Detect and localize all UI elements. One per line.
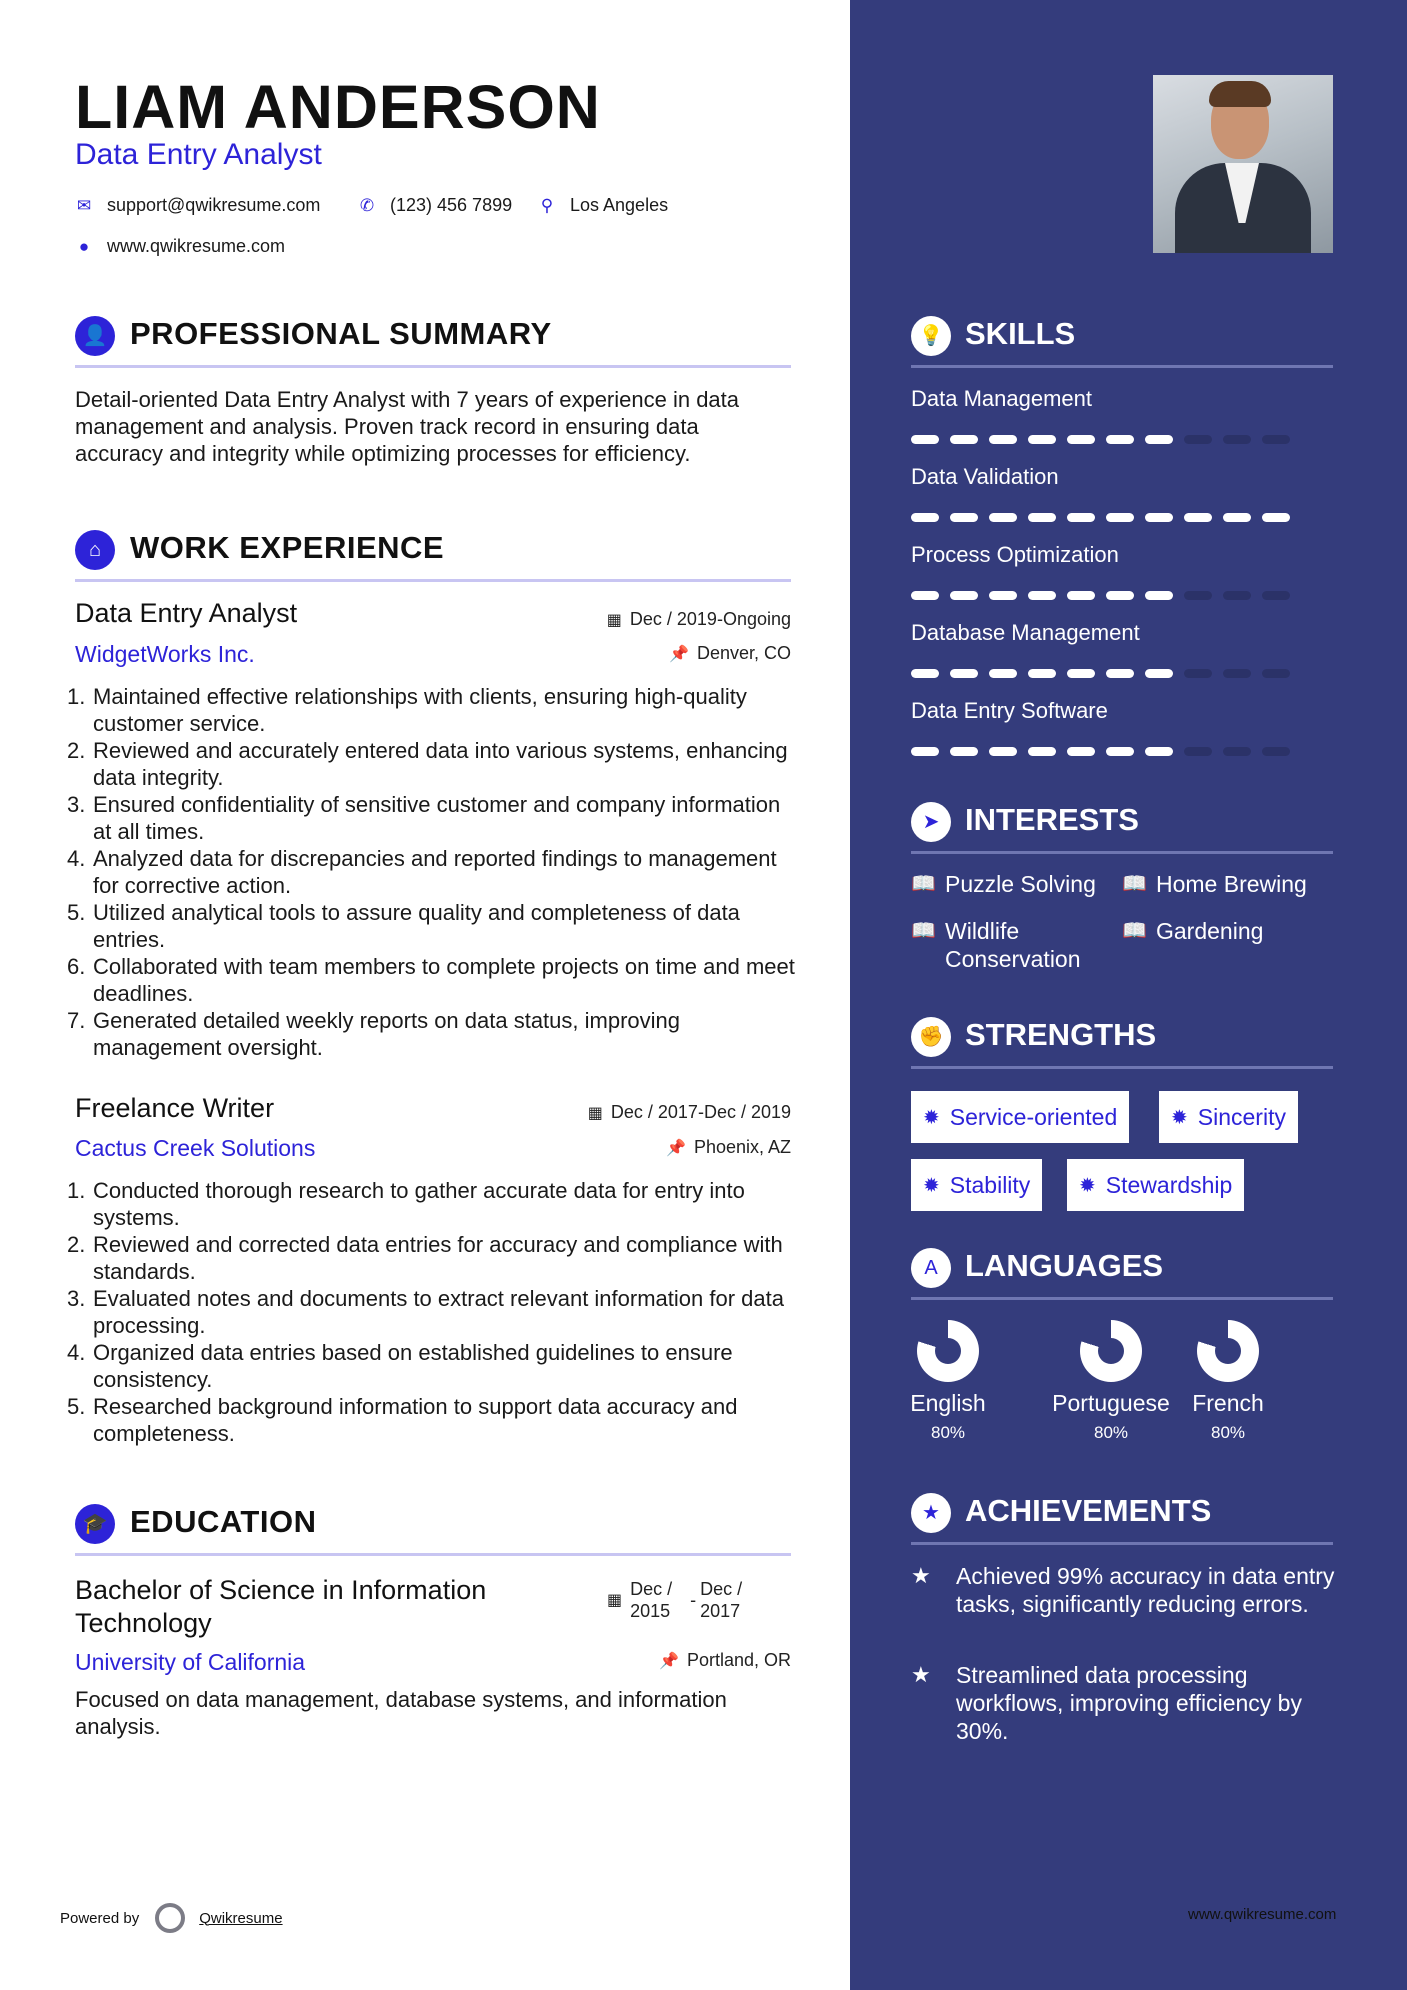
skill-dot bbox=[1262, 513, 1290, 522]
contact-phone[interactable] bbox=[358, 195, 512, 216]
interest-label: Gardening bbox=[1156, 918, 1264, 944]
job-company: Cactus Creek Solutions bbox=[75, 1135, 316, 1161]
education-start: Dec / 2015 bbox=[630, 1579, 673, 1621]
skill-dot bbox=[1067, 513, 1095, 522]
summary-heading bbox=[75, 312, 791, 368]
email-text: support@qwikresume.com bbox=[107, 195, 321, 215]
skill-dot bbox=[1067, 591, 1095, 600]
list-number: 2. bbox=[67, 738, 86, 763]
job-bullets bbox=[67, 1177, 795, 1447]
strength-label: Stability bbox=[949, 1171, 1031, 1198]
languages-title: LANGUAGES bbox=[965, 1248, 1164, 1283]
job-dates bbox=[588, 1102, 791, 1123]
star-icon: ★ bbox=[911, 1493, 951, 1533]
skill-dot bbox=[950, 513, 978, 522]
job-dates-text: Dec / 2017-Dec / 2019 bbox=[610, 1102, 791, 1122]
strength-tag bbox=[1067, 1159, 1244, 1211]
list-number: 5. bbox=[67, 900, 86, 925]
contact-website[interactable] bbox=[75, 236, 285, 257]
strengths-title: STRENGTHS bbox=[965, 1017, 1157, 1052]
list-text: Organized data entries based on established guidelines to ensure consistency. bbox=[93, 1340, 733, 1392]
skill-name: Data Management bbox=[911, 386, 1092, 411]
phone-icon: ✆ bbox=[359, 195, 375, 215]
list-number: 2. bbox=[67, 1232, 86, 1257]
skill-dot bbox=[1262, 669, 1290, 678]
list-number: 3. bbox=[67, 1286, 86, 1311]
list-number: 1. bbox=[67, 1178, 86, 1203]
achievement-item bbox=[911, 1562, 1336, 1618]
job-location bbox=[669, 643, 791, 664]
skill-dot bbox=[1145, 591, 1173, 600]
job-location-text: Denver, CO bbox=[696, 643, 791, 663]
strength-tag bbox=[911, 1091, 1129, 1143]
list-text: Evaluated notes and documents to extract relevant information for data processing. bbox=[93, 1286, 784, 1338]
skill-dot bbox=[1184, 669, 1212, 678]
footer-powered bbox=[60, 1903, 283, 1933]
calendar-icon: ▦ bbox=[607, 1592, 623, 1609]
achievements-title: ACHIEVEMENTS bbox=[965, 1493, 1212, 1528]
skill-dot bbox=[950, 435, 978, 444]
shooting-star-icon: ★ bbox=[911, 1563, 931, 1588]
book-icon: 📖 bbox=[911, 873, 936, 895]
language-name: English bbox=[910, 1390, 986, 1416]
list-number: 4. bbox=[67, 846, 86, 871]
list-item bbox=[67, 1177, 795, 1231]
skill-meter bbox=[911, 435, 1301, 444]
skill-dot bbox=[1106, 513, 1134, 522]
education-description: Focused on data management, database systems, and information analysis. bbox=[75, 1687, 727, 1739]
language-percent: 80% bbox=[1210, 1423, 1246, 1442]
skill-dot bbox=[1223, 747, 1251, 756]
interest-label: Puzzle Solving bbox=[945, 871, 1096, 897]
summary-title: PROFESSIONAL SUMMARY bbox=[130, 316, 552, 351]
list-text: Maintained effective relationships with clients, ensuring high-quality customer service. bbox=[93, 684, 747, 736]
list-item bbox=[67, 899, 795, 953]
skill-meter bbox=[911, 591, 1301, 600]
pin-icon: 📌 bbox=[666, 1139, 686, 1157]
candidate-name: LIAM ANDERSON bbox=[75, 73, 601, 141]
experience-title: WORK EXPERIENCE bbox=[130, 530, 445, 565]
language-percent: 80% bbox=[930, 1423, 966, 1442]
contact-email[interactable] bbox=[75, 195, 320, 216]
education-end: Dec / 2017 bbox=[700, 1579, 743, 1621]
job-bullets bbox=[67, 683, 795, 1061]
qwikresume-logo-icon bbox=[155, 1903, 185, 1933]
book-icon: 📖 bbox=[1122, 873, 1147, 895]
list-text: Generated detailed weekly reports on data status, improving management oversight. bbox=[93, 1008, 680, 1060]
skill-dot bbox=[1184, 591, 1212, 600]
list-text: Reviewed and corrected data entries for accuracy and compliance with standards. bbox=[93, 1232, 783, 1284]
job-location-text: Phoenix, AZ bbox=[693, 1137, 791, 1157]
education-location-text: Portland, OR bbox=[686, 1650, 791, 1670]
strength-tag bbox=[911, 1159, 1042, 1211]
skill-dot bbox=[950, 591, 978, 600]
language-icon: A bbox=[911, 1248, 951, 1288]
list-item bbox=[67, 1393, 795, 1447]
skill-dot bbox=[1145, 747, 1173, 756]
skill-dot bbox=[1223, 513, 1251, 522]
skill-dot bbox=[1028, 435, 1056, 444]
skill-dot bbox=[1106, 435, 1134, 444]
interest-label: Home Brewing bbox=[1156, 871, 1307, 897]
skill-dot bbox=[1184, 513, 1212, 522]
phone-text: (123) 456 7899 bbox=[390, 195, 513, 215]
list-text: Collaborated with team members to complete projects on time and meet deadlines. bbox=[93, 954, 795, 1006]
list-number: 3. bbox=[67, 792, 86, 817]
interests-title: INTERESTS bbox=[965, 802, 1139, 837]
lightbulb-icon: 💡 bbox=[911, 316, 951, 356]
skill-dot bbox=[1028, 669, 1056, 678]
skill-dot bbox=[1145, 513, 1173, 522]
shooting-star-icon: ★ bbox=[911, 1662, 931, 1687]
candidate-role: Data Entry Analyst bbox=[75, 138, 322, 171]
list-item bbox=[67, 1231, 795, 1285]
skill-dot bbox=[1184, 435, 1212, 444]
education-heading bbox=[75, 1500, 791, 1556]
skill-dot bbox=[1028, 747, 1056, 756]
paper-plane-icon: ➤ bbox=[911, 802, 951, 842]
skill-dot bbox=[1028, 591, 1056, 600]
education-title: EDUCATION bbox=[130, 1504, 317, 1539]
skill-meter bbox=[911, 669, 1301, 678]
skill-meter bbox=[911, 747, 1301, 756]
person-icon: 👤 bbox=[75, 316, 115, 356]
language-percent: 80% bbox=[1093, 1423, 1129, 1442]
list-number: 4. bbox=[67, 1340, 86, 1365]
skill-meter bbox=[911, 513, 1301, 522]
map-pin-icon: ⚲ bbox=[540, 195, 554, 215]
skill-dot bbox=[950, 669, 978, 678]
skill-name: Database Management bbox=[911, 620, 1140, 645]
list-item bbox=[67, 1339, 795, 1393]
languages-heading bbox=[911, 1244, 1333, 1300]
skill-dot bbox=[911, 513, 939, 522]
skill-dot bbox=[1106, 591, 1134, 600]
skill-name: Data Entry Software bbox=[911, 698, 1108, 723]
skill-dot bbox=[989, 747, 1017, 756]
profile-photo bbox=[1153, 75, 1333, 253]
graduate-icon: 🎓 bbox=[75, 1504, 115, 1544]
job-dates-text: Dec / 2019-Ongoing bbox=[629, 609, 791, 629]
skill-dot bbox=[1145, 669, 1173, 678]
list-number: 7. bbox=[67, 1008, 86, 1033]
list-item bbox=[67, 683, 795, 737]
skill-dot bbox=[989, 435, 1017, 444]
interest-item bbox=[1122, 917, 1263, 945]
list-number: 6. bbox=[67, 954, 86, 979]
skills-title: SKILLS bbox=[965, 316, 1076, 351]
badge-icon: ✹ bbox=[1079, 1174, 1096, 1197]
list-item bbox=[67, 1007, 795, 1061]
skill-dot bbox=[911, 669, 939, 678]
school: University of California bbox=[75, 1649, 306, 1675]
skill-name: Data Validation bbox=[911, 464, 1059, 489]
powered-by-text: Powered by bbox=[60, 1909, 140, 1927]
list-number: 5. bbox=[67, 1394, 86, 1419]
calendar-icon: ▦ bbox=[587, 1104, 603, 1122]
skill-name: Process Optimization bbox=[911, 542, 1119, 567]
education-location bbox=[659, 1650, 791, 1671]
skill-dot bbox=[911, 435, 939, 444]
summary-text: Detail-oriented Data Entry Analyst with 7 years of experience in data management and analysis. Proven track record in ensuring data accuracy and integrity while optimizing processes for efficiency. bbox=[75, 387, 740, 466]
date-separator: - bbox=[690, 1590, 697, 1610]
badge-icon: ✹ bbox=[923, 1174, 940, 1197]
strength-label: Sincerity bbox=[1197, 1103, 1286, 1130]
envelope-icon: ✉ bbox=[76, 195, 92, 215]
skill-dot bbox=[1067, 747, 1095, 756]
list-text: Reviewed and accurately entered data into various systems, enhancing data integrity. bbox=[93, 738, 788, 790]
list-text: Researched background information to support data accuracy and completeness. bbox=[93, 1394, 738, 1446]
skill-dot bbox=[1067, 435, 1095, 444]
pin-icon: 📌 bbox=[659, 1652, 679, 1670]
achievements-heading bbox=[911, 1489, 1333, 1545]
skill-dot bbox=[1184, 747, 1212, 756]
interests-heading bbox=[911, 798, 1333, 854]
language-name: French bbox=[1192, 1390, 1264, 1416]
language-ring bbox=[1080, 1320, 1142, 1382]
location-text: Los Angeles bbox=[570, 195, 669, 215]
skill-dot bbox=[950, 747, 978, 756]
skill-dot bbox=[1262, 591, 1290, 600]
list-text: Analyzed data for discrepancies and reported findings to management for corrective action. bbox=[93, 846, 777, 898]
list-item bbox=[67, 1285, 795, 1339]
footer-website[interactable]: www.qwikresume.com bbox=[1188, 1906, 1337, 1923]
globe-icon: ● bbox=[78, 236, 90, 256]
list-text: Utilized analytical tools to assure quality and completeness of data entries. bbox=[93, 900, 740, 952]
book-icon: 📖 bbox=[911, 920, 936, 942]
language-name: Portuguese bbox=[1052, 1390, 1170, 1416]
skill-dot bbox=[1223, 669, 1251, 678]
skill-dot bbox=[1028, 513, 1056, 522]
strength-label: Service-oriented bbox=[949, 1103, 1118, 1130]
skill-dot bbox=[1223, 591, 1251, 600]
language-ring bbox=[1197, 1320, 1259, 1382]
education-dates bbox=[607, 1578, 750, 1622]
calendar-icon: ▦ bbox=[606, 611, 622, 629]
skill-dot bbox=[1067, 669, 1095, 678]
skill-dot bbox=[989, 513, 1017, 522]
list-item bbox=[67, 737, 795, 791]
list-text: Conducted thorough research to gather accurate data for entry into systems. bbox=[93, 1178, 745, 1230]
language-item bbox=[905, 1320, 991, 1443]
skill-dot bbox=[911, 747, 939, 756]
list-item bbox=[67, 791, 795, 845]
interest-item bbox=[911, 917, 1111, 973]
skill-dot bbox=[989, 591, 1017, 600]
strength-tag bbox=[1159, 1091, 1298, 1143]
skill-dot bbox=[1262, 435, 1290, 444]
language-item bbox=[1185, 1320, 1271, 1443]
job-location bbox=[666, 1137, 791, 1158]
interest-item bbox=[1122, 870, 1307, 898]
skill-dot bbox=[1106, 747, 1134, 756]
achievement-text: Achieved 99% accuracy in data entry tasks, significantly reducing errors. bbox=[956, 1563, 1335, 1617]
list-number: 1. bbox=[67, 684, 86, 709]
skill-dot bbox=[989, 669, 1017, 678]
degree: Bachelor of Science in Information Technology bbox=[75, 1575, 487, 1638]
job-title: Freelance Writer bbox=[75, 1093, 275, 1123]
experience-heading bbox=[75, 526, 791, 582]
skill-dot bbox=[1145, 435, 1173, 444]
chair-icon: ⌂ bbox=[75, 530, 115, 570]
list-text: Ensured confidentiality of sensitive customer and company information at all times. bbox=[93, 792, 781, 844]
language-ring bbox=[917, 1320, 979, 1382]
badge-icon: ✹ bbox=[923, 1106, 940, 1129]
strengths-heading bbox=[911, 1013, 1333, 1069]
skills-heading bbox=[911, 312, 1333, 368]
skill-dot bbox=[911, 591, 939, 600]
list-item bbox=[67, 953, 795, 1007]
book-icon: 📖 bbox=[1122, 920, 1147, 942]
job-company: WidgetWorks Inc. bbox=[75, 641, 255, 667]
achievement-text: Streamlined data processing workflows, improving efficiency by 30%. bbox=[956, 1662, 1302, 1744]
achievement-item bbox=[911, 1661, 1336, 1745]
interest-item bbox=[911, 870, 1096, 898]
language-item bbox=[1046, 1320, 1176, 1443]
skill-dot bbox=[1106, 669, 1134, 678]
badge-icon: ✹ bbox=[1171, 1106, 1188, 1129]
website-text: www.qwikresume.com bbox=[107, 236, 286, 256]
interest-label: Wildlife Conservation bbox=[945, 918, 1081, 972]
job-dates bbox=[607, 609, 791, 630]
qwikresume-link[interactable]: Qwikresume bbox=[199, 1909, 283, 1927]
strength-label: Stewardship bbox=[1105, 1171, 1233, 1198]
list-item bbox=[67, 845, 795, 899]
skill-dot bbox=[1262, 747, 1290, 756]
fist-icon: ✊ bbox=[911, 1017, 951, 1057]
job-title: Data Entry Analyst bbox=[75, 598, 298, 628]
contact-location bbox=[538, 195, 668, 216]
pin-icon: 📌 bbox=[669, 645, 689, 663]
skill-dot bbox=[1223, 435, 1251, 444]
